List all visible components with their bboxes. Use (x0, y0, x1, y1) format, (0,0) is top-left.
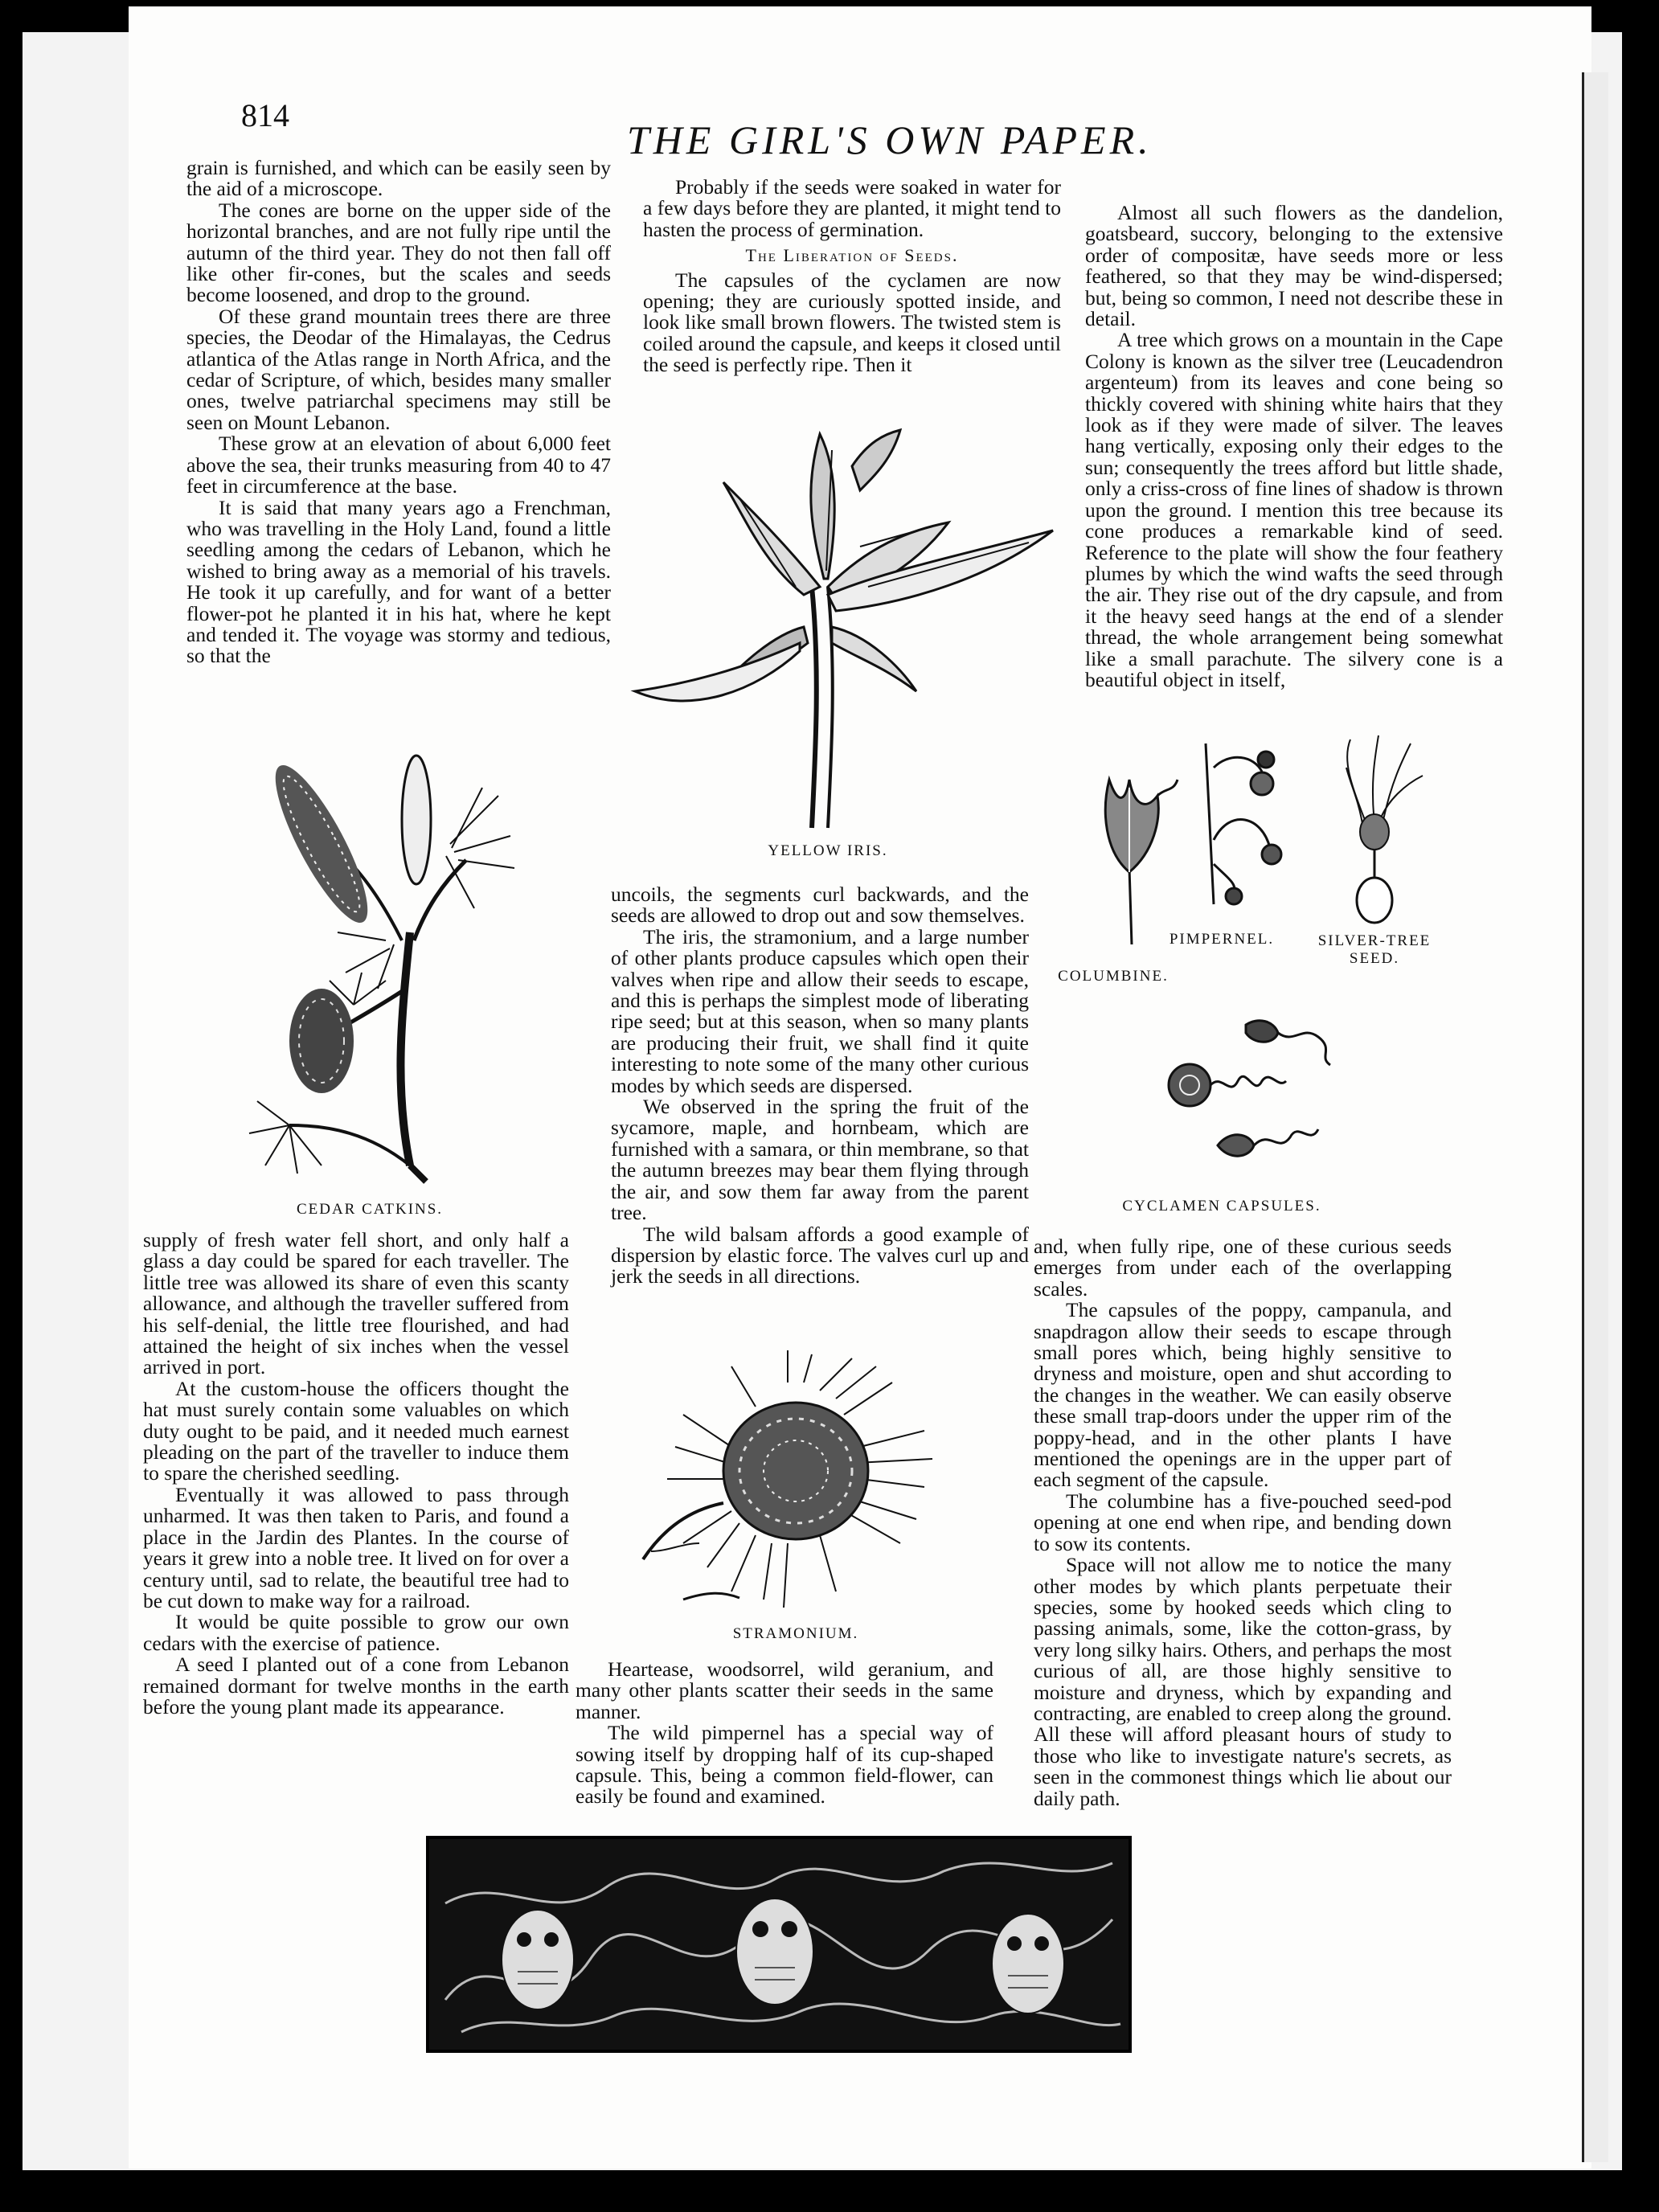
columbine-illustration (1085, 764, 1182, 948)
page-edge (1582, 72, 1608, 2162)
column-2-top (643, 177, 1061, 376)
paragraph: A tree which grows on a mountain in the Cape Colony is known as the silver tree (Leucadendron argenteum) from its leaves and cone being so thickly covered with shining white hairs that they look as if they were made of silver. The leaves hang vertically, exposing only their edges to the sun; consequently the trees afford but little shade, only a criss-cross of fine lines of shadow is thrown upon the ground. I mention this tree because its cone produces a remarkable kind of seed. Reference to the plate will show the four feathery plumes by which the wind wafts the seed through the air. They rise out of the dry capsule, and from it the heavy seed hangs at the end of a slender thread, the whole arrangement being somewhat like a small parachute. The silvery cone is a beautiful object in itself, (1085, 328, 1503, 691)
paragraph: These grow at an elevation of about 6,000 feet above the sea, their trunks measuring from 40 to 47 feet in circumference at the base. (186, 432, 611, 498)
owl-banner-art (429, 1839, 1129, 2050)
page-title: THE GIRL'S OWN PAPER. (627, 117, 1153, 162)
columbine-caption: COLUMBINE. (1058, 968, 1169, 985)
silver-tree-seed-illustration (1334, 735, 1431, 928)
cedar-catkins-illustration (241, 748, 530, 1190)
paragraph: At the custom-house the officers thought the hat must surely contain some valuables on which duty ought to be paid, and it needed much earnest pleading on the part of the traveller to induce them to spare the cherished seedling. (143, 1376, 569, 1485)
paragraph: uncoils, the segments curl backwards, and the seeds are allowed to drop out and sow themselves. (611, 883, 1029, 928)
paragraph: The capsules of the poppy, campanula, and snapdragon allow their seeds to escape through small pores which, being highly sensitive to dryness and moisture, open and shut according to the changes in the weather. We can easily observe these small trap-doors under the upper rim of the poppy-head, and in the other plants I have mentioned the openings are in the upper part of each segment of the capsule. (1034, 1298, 1452, 1492)
stramonium-illustration (635, 1350, 940, 1616)
paragraph: The iris, the stramonium, and a large number of other plants produce capsules which open their valves when ripe and allow their seeds to escape, and this is perhaps the simplest mode of liberating ripe seed; but at this season, when so many plants are producing their fruit, we shall find it quite interesting to note some of the many other curious modes by which seeds are dispersed. (611, 924, 1029, 1097)
column-3-bottom (1034, 1236, 1452, 1809)
pimpernel-illustration (1182, 735, 1294, 912)
column-1-bottom (143, 1230, 569, 1718)
iris-caption: YELLOW IRIS. (768, 842, 888, 859)
column-3-top (1085, 203, 1503, 690)
section-heading: The Liberation of Seeds. (745, 245, 959, 266)
paragraph: It is said that many years ago a Frenchman, who was travelling in the Holy Land, found a little seedling among the cedars of Lebanon, which he wished to bring away as a memorial of his travels. He took it up carefully, and for want of a better flower-pot he planted it in his hat, where he kept and tended it. The voyage was stormy and tedious, so that the (186, 495, 611, 668)
paragraph: The wild pimpernel has a special way of sowing itself by dropping half of its cup-shaped capsule. This, being a common field-flower, can easily be found and examined. (576, 1721, 993, 1809)
cedar-caption: CEDAR CATKINS. (296, 1201, 444, 1218)
paragraph: The capsules of the cyclamen are now opening; they are curiously spotted inside, and look like small brown flowers. The twisted stem is coiled around the capsule, and keeps it closed until the seed is perfectly ripe. Then it (643, 268, 1061, 377)
paragraph: Heartease, woodsorrel, wild geranium, and many other plants scatter their seeds in the same manner. (576, 1657, 993, 1723)
paragraph: and, when fully ripe, one of these curious seeds emerges from under each of the overlapping scales. (1034, 1235, 1452, 1301)
paragraph: Eventually it was allowed to pass through unharmed. It was then taken to Paris, and found a place in the Jardin des Plantes. In the course of years it grew into a noble tree. It lived on for over a century until, sad to relate, the beautiful tree had to be cut down to make way for a railroad. (143, 1482, 569, 1612)
paragraph: supply of fresh water fell short, and only half a glass a day could be spared for each traveller. The little tree was allowed its share of even this scanty allowance, and although the traveller suffered from his self-denial, the little tree flourished, and had attained the height of six inches when the vessel arrived in port. (143, 1228, 569, 1379)
paragraph: It would be quite possible to grow our own cedars with the exercise of patience. (143, 1610, 569, 1655)
paragraph: The columbine has a five-pouched seed-pod opening at one end when ripe, and bending down to sow its contents. (1034, 1489, 1452, 1555)
paragraph: Probably if the seeds were soaked in water for a few days before they are planted, it might tend to hasten the process of germination. (643, 175, 1061, 241)
page-number: 814 (241, 97, 289, 133)
cyclamen-capsules-illustration (1157, 1009, 1350, 1178)
paragraph: grain is furnished, and which can be easily seen by the aid of a microscope. (186, 156, 611, 201)
paragraph: The wild balsam affords a good example of dispersion by elastic force. The valves curl up and jerk the seeds in all directions. (611, 1222, 1029, 1288)
column-1-top (186, 158, 611, 667)
paragraph: Almost all such flowers as the dandelion, goatsbeard, succory, belonging to the extensive order of compositæ, have seeds more or less feathered, so that they may be wind-dispersed; but, being so common, I need not describe these in detail. (1085, 201, 1503, 331)
cyclamen-caption: CYCLAMEN CAPSULES. (1122, 1198, 1321, 1215)
yellow-iris-illustration (627, 426, 1061, 836)
pimpernel-caption: PIMPERNEL. (1169, 931, 1275, 948)
paragraph: Space will not allow me to notice the many other modes by which plants perpetuate their species, some by hooked seeds which cling to passing animals, some, like the cotton-grass, by very long silky hairs. Others, and perhaps the most curious of all, are those highly sensitive to moisture and dryness, which by expanding and contracting, are enabled to creep along the ground. All these will afford pleasant hours of study to those who like to investigate nature's secrets, as seen in the commonest things which lie about our daily path. (1034, 1553, 1452, 1810)
owl-banner (426, 1836, 1132, 2053)
paragraph: We observed in the spring the fruit of the sycamore, maple, and hornbeam, which are furnished with a samara, or thin membrane, so that the autumn breezes may bear them flying through the air, and sow them far away from the parent tree. (611, 1095, 1029, 1225)
paragraph: The cones are borne on the upper side of the horizontal branches, and are not fully ripe until the autumn of the third year. They do not then fall off like other fir-cones, but the scales and seeds become loosened, and drop to the ground. (186, 198, 611, 307)
paragraph: Of these grand mountain trees there are three species, the Deodar of the Himalayas, the Cedrus atlantica of the Atlas range in North Africa, and the cedar of Scripture, of which, besides many smaller ones, twelve patriarchal specimens may still be seen on Mount Lebanon. (186, 304, 611, 434)
column-2-bottom (576, 1659, 993, 1808)
stramonium-caption: STRAMONIUM. (732, 1625, 859, 1642)
paragraph: A seed I planted out of a cone from Lebanon remained dormant for twelve months in the earth before the young plant made its appearance. (143, 1653, 569, 1718)
silver-tree-caption: SILVER-TREE SEED. (1317, 932, 1432, 967)
column-2-middle (611, 884, 1029, 1288)
